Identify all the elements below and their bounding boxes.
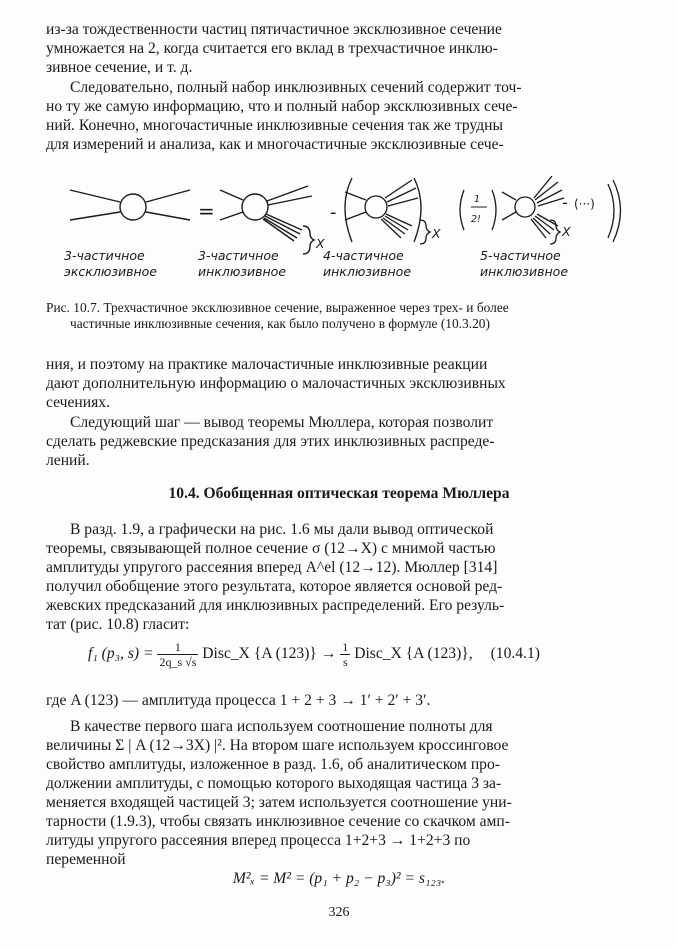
x-subscript: X [562,224,571,239]
diagram-exclusive [70,190,190,220]
paragraph-4 [46,413,636,470]
text-line: величины Σ | A (12→3X) |². На втором шаге используем кроссинговое [46,737,509,754]
figure-label: 4-частичное [323,248,404,263]
figure-label: 3-частичное [64,248,145,263]
fraction-denominator: s [342,655,348,669]
where-line [46,691,636,710]
text-line: амплитуды упругого рассеяния вперед A^el (12→12). Мюллер [314] [46,559,498,576]
x-subscript: X [432,226,441,241]
equals-sign: = [198,199,215,223]
text-line: сечениях. [46,394,110,411]
text-line: но ту же самую информацию, что и полный набор эксклюзивных сече- [46,98,518,115]
text-line: получил обобщение этого результата, которое является основой ред- [46,578,503,595]
fraction-numerator: 1 [157,640,198,655]
paragraph-6 [46,717,636,869]
text-line: жевских предсказаний для инклюзивных распределений. Его резуль- [46,597,505,614]
figure-label: 3-частичное [198,248,279,263]
text-line: дают дополнительную информацию о малочастичных эксклюзивных [46,375,506,392]
equation-invariant-mass: M²ₓ = M² = (p₁ + p₂ − p₃)² = s₁₂₃. [232,870,446,887]
text-line: должении амплитуды, с помощью которого выходящая частица 3 за- [46,775,502,792]
text-line: теоремы, связывающей полное сечение σ (12→X) с мнимой частью [46,540,496,557]
equation-disc: Disc_X {A (123)}, [354,645,473,663]
figure-caption [46,300,636,332]
page-number: 326 [328,905,350,920]
text-line: тат (рис. 10.8) гласит: [46,616,190,633]
text-line: лений. [46,452,90,469]
ellipsis-term: (···) [574,197,595,211]
text-line: переменной [46,851,126,868]
caption-line: частичные инклюзивные сечения, как было получено в формуле (10.3.20) [70,316,490,331]
diagram-inclusive-5 [460,176,621,244]
text-line: умножается на 2, когда считается его вклад в трехчастичное инклю- [46,40,498,57]
fraction-numerator: 1 [342,640,349,654]
section-title: 10.4. Обобщенная оптическая теорема Мюллера [168,485,510,502]
figure-label: 5-частичное [480,248,561,263]
paragraph-2 [46,78,636,154]
figure-label: эксклюзивное [64,264,157,279]
diagram-inclusive-3 [220,186,314,254]
paragraph-3 [46,355,636,412]
paragraph-top [46,20,636,77]
fraction-denominator: 2! [471,214,481,225]
equation-lhs: f₁ (p₃, s) = [88,645,154,663]
text-line: ний. Конечно, многочастичные инклюзивные сечения так же трудны [46,117,503,134]
fraction-denominator: 2q_s √s [159,655,197,669]
minus-sign: - [330,202,337,223]
text-line: зивное сечение, и т. д. [46,59,193,76]
figure-10-7 [40,176,640,286]
minus-sign: - [562,193,568,212]
figure-label: инклюзивное [198,264,287,279]
figure-label: инклюзивное [323,264,412,279]
text-line: В качестве первого шага используем соотношение полноты для [70,718,493,735]
caption-line: Рис. 10.7. Трехчастичное эксклюзивное сечение, выраженное через трех- и более [46,300,509,315]
text-line: свойство амплитуды, изложенное в разд. 1.6, об аналитическом про- [46,756,500,773]
text-line: литуды упругого рассеяния вперед процесса 1+2+3 → 1+2+3 по [46,832,471,849]
text-line: меняется входящей частицей 3; затем используется соотношение уни- [46,794,512,811]
text-line: Следующий шаг — вывод теоремы Мюллера, которая позволит [70,414,494,431]
diagram-inclusive-4 [345,178,430,244]
text-line: Следовательно, полный набор инклюзивных сечений содержит точ- [70,79,522,96]
figure-label: инклюзивное [480,264,569,279]
text-line: В разд. 1.9, а графически на рис. 1.6 мы дали вывод оптической [70,521,494,538]
equation-disc: Disc_X {A (123)} → [202,645,337,663]
text-line: сделать реджевские предсказания для этих инклюзивных распреде- [46,433,495,450]
equation-10-4-1 [88,640,540,669]
text-line: из-за тождественности частиц пятичастичное эксклюзивное сечение [46,21,502,38]
fraction-numerator: 1 [474,194,481,205]
fraction [157,640,198,669]
fraction [340,640,350,669]
equation-number: (10.4.1) [490,645,540,663]
text-line: где A (123) — амплитуда процесса 1 + 2 + 3 → 1′ + 2′ + 3′. [46,692,431,709]
paragraph-5 [46,520,636,634]
text-line: ния, и поэтому на практике малочастичные инклюзивные реакции [46,356,488,373]
text-line: для измерений и анализа, как и многочастичные эксклюзивные сече- [46,136,504,153]
x-subscript: X [316,236,325,251]
text-line: тарности (1.9.3), чтобы связать инклюзивное сечение со скачком амп- [46,813,510,830]
